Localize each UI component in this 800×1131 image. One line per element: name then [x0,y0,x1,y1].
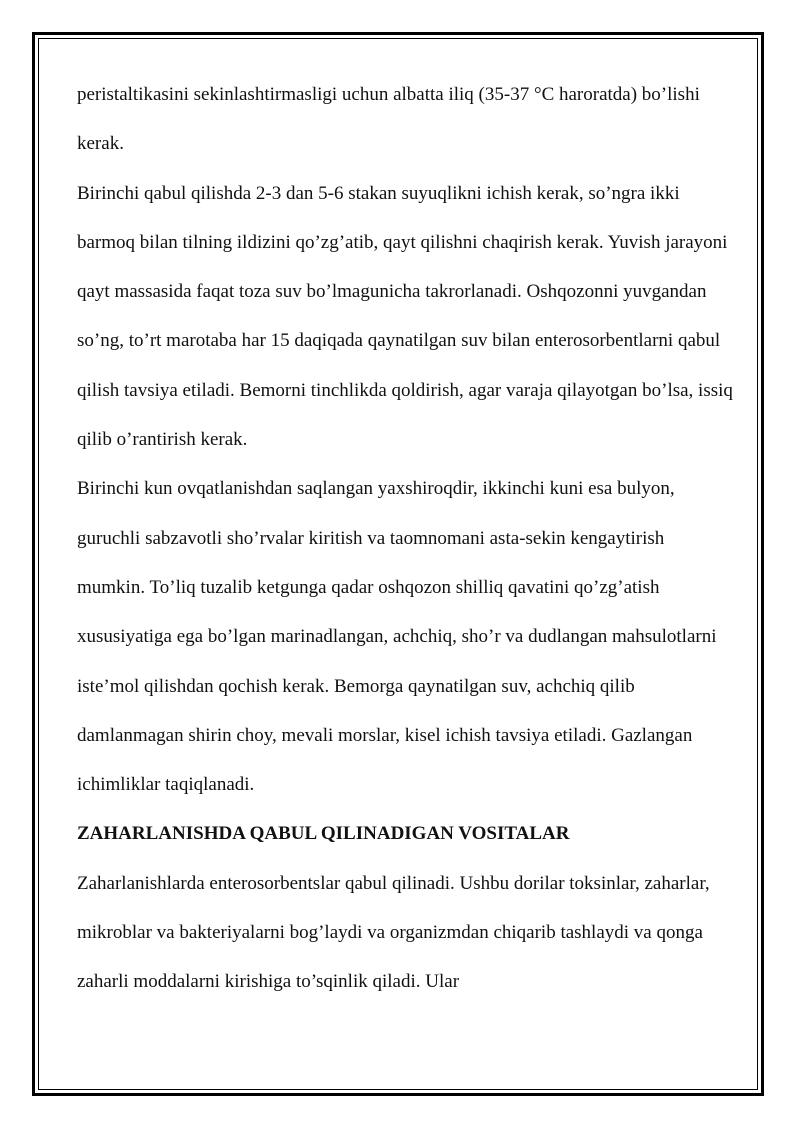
paragraph-1: peristaltikasini sekinlashtirmasligi uchun albatta iliq (35-37 °C haroratda) bo’lishi kerak. [77,84,700,155]
paragraph-2: Birinchi qabul qilishda 2-3 dan 5-6 stakan suyuqlikni ichish kerak, so’ngra ikki barmoq bilan tilning ildizini qo’zg’atib, qayt qilishni chaqirish kerak. Yuvish jarayoni qayt massasida faqat toza suv bo’lmagunicha takrorlanadi. Oshqozonni yuvgandan so’ng, to’rt marotaba har 15 daqiqada qaynatilgan suv bilan enterosorbentlarni qabul qilish tavsiya etiladi. Bemorni tinchlikda qoldirish, agar varaja qilayotgan bo’lsa, issiq qilib o’rantirish kerak. [77,182,733,451]
document-body [77,70,737,1007]
section-heading: ZAHARLANISHDA QABUL QILINADIGAN VOSITALAR [77,823,570,845]
paragraph-3: Birinchi kun ovqatlanishdan saqlangan yaxshiroqdir, ikkinchi kuni esa bulyon, guruchli sabzavotli sho’rvalar kiritish va taomnomani asta-sekin kengaytirish mumkin. To’liq tuzalib ketgunga qadar oshqozon shilliq qavatini qo’zg’atish xususiyatiga ega bo’lgan marinadlangan, achchiq, sho’r va dudlangan mahsulotlarni iste’mol qilishdan qochish kerak. Bemorga qaynatilgan suv, achchiq qilib damlanmagan shirin choy, mevali morslar, kisel ichish tavsiya etiladi. Gazlangan ichimliklar taqiqlanadi. [77,478,717,796]
paragraph-4: Zaharlanishlarda enterosorbentslar qabul qilinadi. Ushbu dorilar toksinlar, zaharlar, mikroblar va bakteriyalarni bog’laydi va organizmdan chiqarib tashlaydi va qonga zaharli moddalarni kirishiga to’sqinlik qiladi. Ular [77,872,710,993]
